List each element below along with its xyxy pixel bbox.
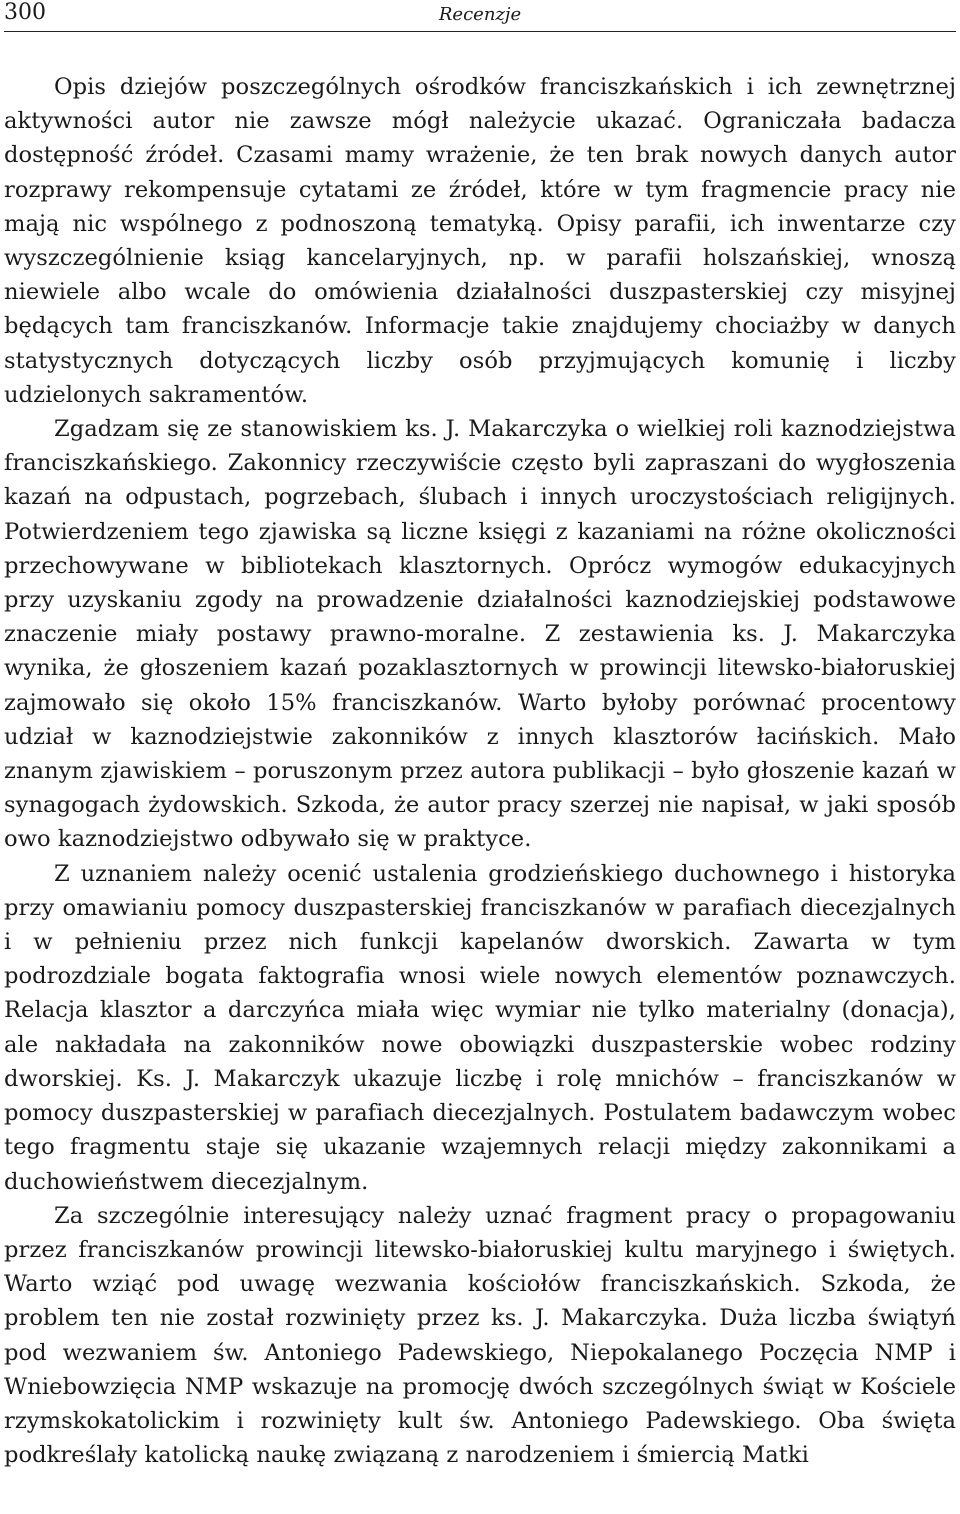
running-header bbox=[4, 0, 956, 32]
paragraph-2: Zgadzam się ze stanowiskiem ks. J. Makarczyka o wielkiej roli kaznodziejstwa franciszkańskiego. Zakonnicy rzeczywiście często byli zapraszani do wygłoszenia kazań na odpustach, pogrzebach, ślubach i innych uroczystościach religijnych. Potwierdzeniem tego zjawiska są liczne księgi z kazaniami na różne okoliczności przechowywane w bibliotekach klasztornych. Oprócz wymogów edukacyjnych przy uzyskaniu zgody na prowadzenie działalności kaznodziejskiej podstawowe znaczenie miały postawy prawno-moralne. Z zestawienia ks. J. Makarczyka wynika, że głoszeniem kazań pozaklasztornych w prowincji litewsko-białoruskiej zajmowało się około 15% franciszkanów. Warto byłoby porównać procentowy udział w kaznodziejstwie zakonników z innych klasztorów łacińskich. Mało znanym zjawiskiem – poruszonym przez autora publikacji – było głoszenie kazań w synagogach żydowskich. Szkoda, że autor pracy szerzej nie napisał, w jaki sposób owo kaznodziejstwo odbywało się w praktyce. bbox=[4, 416, 956, 853]
paragraph-1: Opis dziejów poszczególnych ośrodków franciszkańskich i ich zewnętrznej aktywności autor nie zawsze mógł należycie ukazać. Ograniczała badacza dostępność źródeł. Czasami mamy wrażenie, że ten brak nowych danych autor rozprawy rekompensuje cytatami ze źródeł, które w tym fragmencie pracy nie mają nic wspólnego z podnoszoną tematyką. Opisy parafii, ich inwentarze czy wyszczególnienie ksiąg kancelaryjnych, np. w parafii holszańskiej, wnoszą niewiele albo wcale do omówienia działalności duszpasterskiej czy misyjnej będących tam franciszkanów. Informacje takie znajdujemy chociażby w danych statystycznych dotyczących liczby osób przyjmujących komunię i liczby udzielonych sakramentów. bbox=[4, 74, 956, 408]
page-number: 300 bbox=[4, 0, 46, 25]
paragraph-3: Z uznaniem należy ocenić ustalenia grodzieńskiego duchownego i historyka przy omawianiu pomocy duszpasterskiej franciszkanów w parafiach diecezjalnych i w pełnieniu przez nich funkcji kapelanów dworskich. Zawarta w tym podrozdziale bogata faktografia wnosi wiele nowych elementów poznawczych. Relacja klasztor a darczyńca miała więc wymiar nie tylko materialny (donacja), ale nakładała na zakonników nowe obowiązki duszpasterskie wobec rodziny dworskiej. Ks. J. Makarczyk ukazuje liczbę i rolę mnichów – franciszkanów w pomocy duszpasterskiej w parafiach diecezjalnych. Postulatem badawczym wobec tego fragmentu staje się ukazanie wzajemnych relacji między zakonnikami a duchowieństwem diecezjalnym. bbox=[4, 860, 956, 1195]
paragraph-4: Za szczególnie interesujący należy uznać fragment pracy o propagowaniu przez franciszkanów prowincji litewsko-białoruskiej kultu maryjnego i świętych. Warto wziąć pod uwagę wezwania kościołów franciszkańskich. Szkoda, że problem ten nie został rozwinięty przez ks. J. Makarczyka. Duża liczba świątyń pod wezwaniem św. Antoniego Padewskiego, Niepokalanego Poczęcia NMP i Wniebowzięcia NMP wskazuje na promocję dwóch szczególnych świąt w Kościele rzymskokatolickim i rozwinięty kult św. Antoniego Padewskiego. Oba święta podkreślały katolicką naukę związaną z narodzeniem i śmiercią Matki bbox=[4, 1202, 956, 1469]
body-text bbox=[4, 70, 956, 1472]
section-title: Recenzje bbox=[438, 4, 522, 25]
